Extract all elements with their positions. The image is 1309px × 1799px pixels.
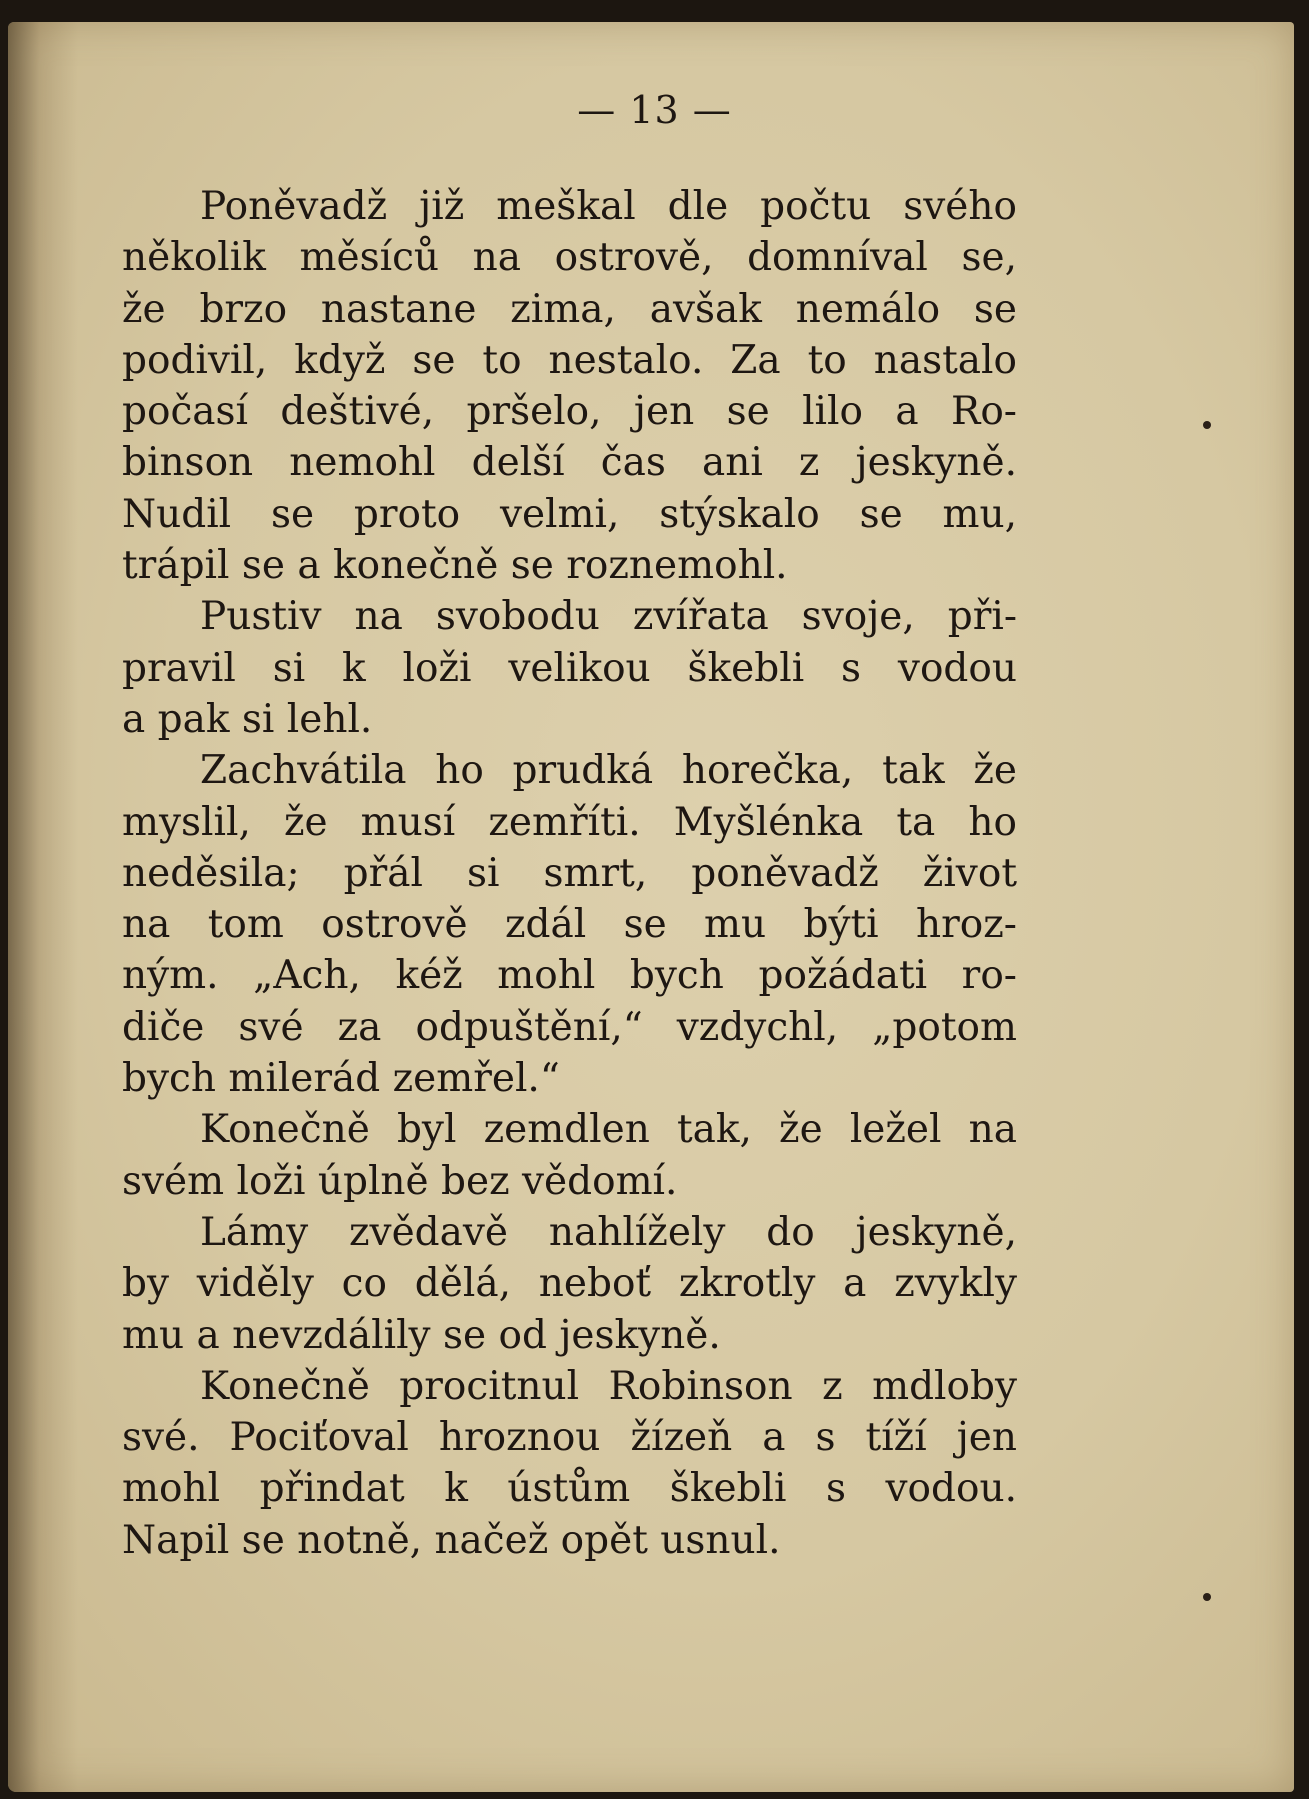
text-line: mohl přindat k ústům škebli s vodou. xyxy=(122,1466,1017,1512)
text-line: Poněvadž již meškal dle počtu svého xyxy=(200,184,1017,229)
text-line: že brzo nastane zima, avšak nemálo se xyxy=(122,286,1017,332)
text-line: Konečně procitnul Robinson z mdloby xyxy=(200,1363,1017,1409)
text-line: Konečně byl zemdlen tak, že ležel na xyxy=(200,1107,1017,1153)
text-line: pravil si k loži velikou škebli s vodou xyxy=(122,645,1017,691)
text-line: podivil, když se to nestalo. Za to nastalo xyxy=(122,337,1017,383)
text-line: by viděly co dělá, neboť zkrotly a zvykly xyxy=(122,1261,1017,1307)
body-text xyxy=(122,181,1017,1566)
text-line: bych milerád zemřel.“ xyxy=(122,1056,560,1102)
text-line: počasí deštivé, pršelo, jen se lilo a Ro- xyxy=(122,389,1017,435)
text-line: Napil se notně, načež opět usnul. xyxy=(122,1517,781,1563)
text-line: myslil, že musí zemříti. Myšlénka ta ho xyxy=(122,799,1017,845)
text-line: své. Pociťoval hroznou žízeň a s tíží jen xyxy=(122,1415,1017,1461)
text-line: trápil se a konečně se roznemohl. xyxy=(122,543,788,589)
ink-speck xyxy=(1203,1593,1211,1601)
text-line: ným. „Ach, kéž mohl bych požádati ro- xyxy=(122,953,1017,999)
text-line: neděsila; přál si smrt, poněvadž život xyxy=(122,850,1017,896)
text-line: Nudil se proto velmi, stýskalo se mu, xyxy=(122,491,1017,537)
text-line: Zachvátila ho prudká horečka, tak že xyxy=(200,748,1017,794)
text-line: Pustiv na svobodu zvířata svoje, při- xyxy=(200,594,1017,640)
text-line: a pak si lehl. xyxy=(122,696,373,742)
text-line: mu a nevzdálily se od jeskyně. xyxy=(122,1312,721,1358)
text-line: na tom ostrově zdál se mu býti hroz- xyxy=(122,902,1017,948)
ink-speck xyxy=(1203,421,1211,429)
text-line: diče své za odpuštění,“ vzdychl, „potom xyxy=(122,1004,1017,1050)
page-spine-shadow xyxy=(8,22,78,1792)
text-line: několik měsíců na ostrově, domníval se, xyxy=(122,235,1017,281)
text-line: binson nemohl delší čas ani z jeskyně. xyxy=(122,440,1017,486)
text-line: svém loži úplně bez vědomí. xyxy=(122,1158,678,1204)
text-line: Lámy zvědavě nahlížely do jeskyně, xyxy=(200,1209,1017,1255)
page-number: — 13 — xyxy=(577,88,732,132)
